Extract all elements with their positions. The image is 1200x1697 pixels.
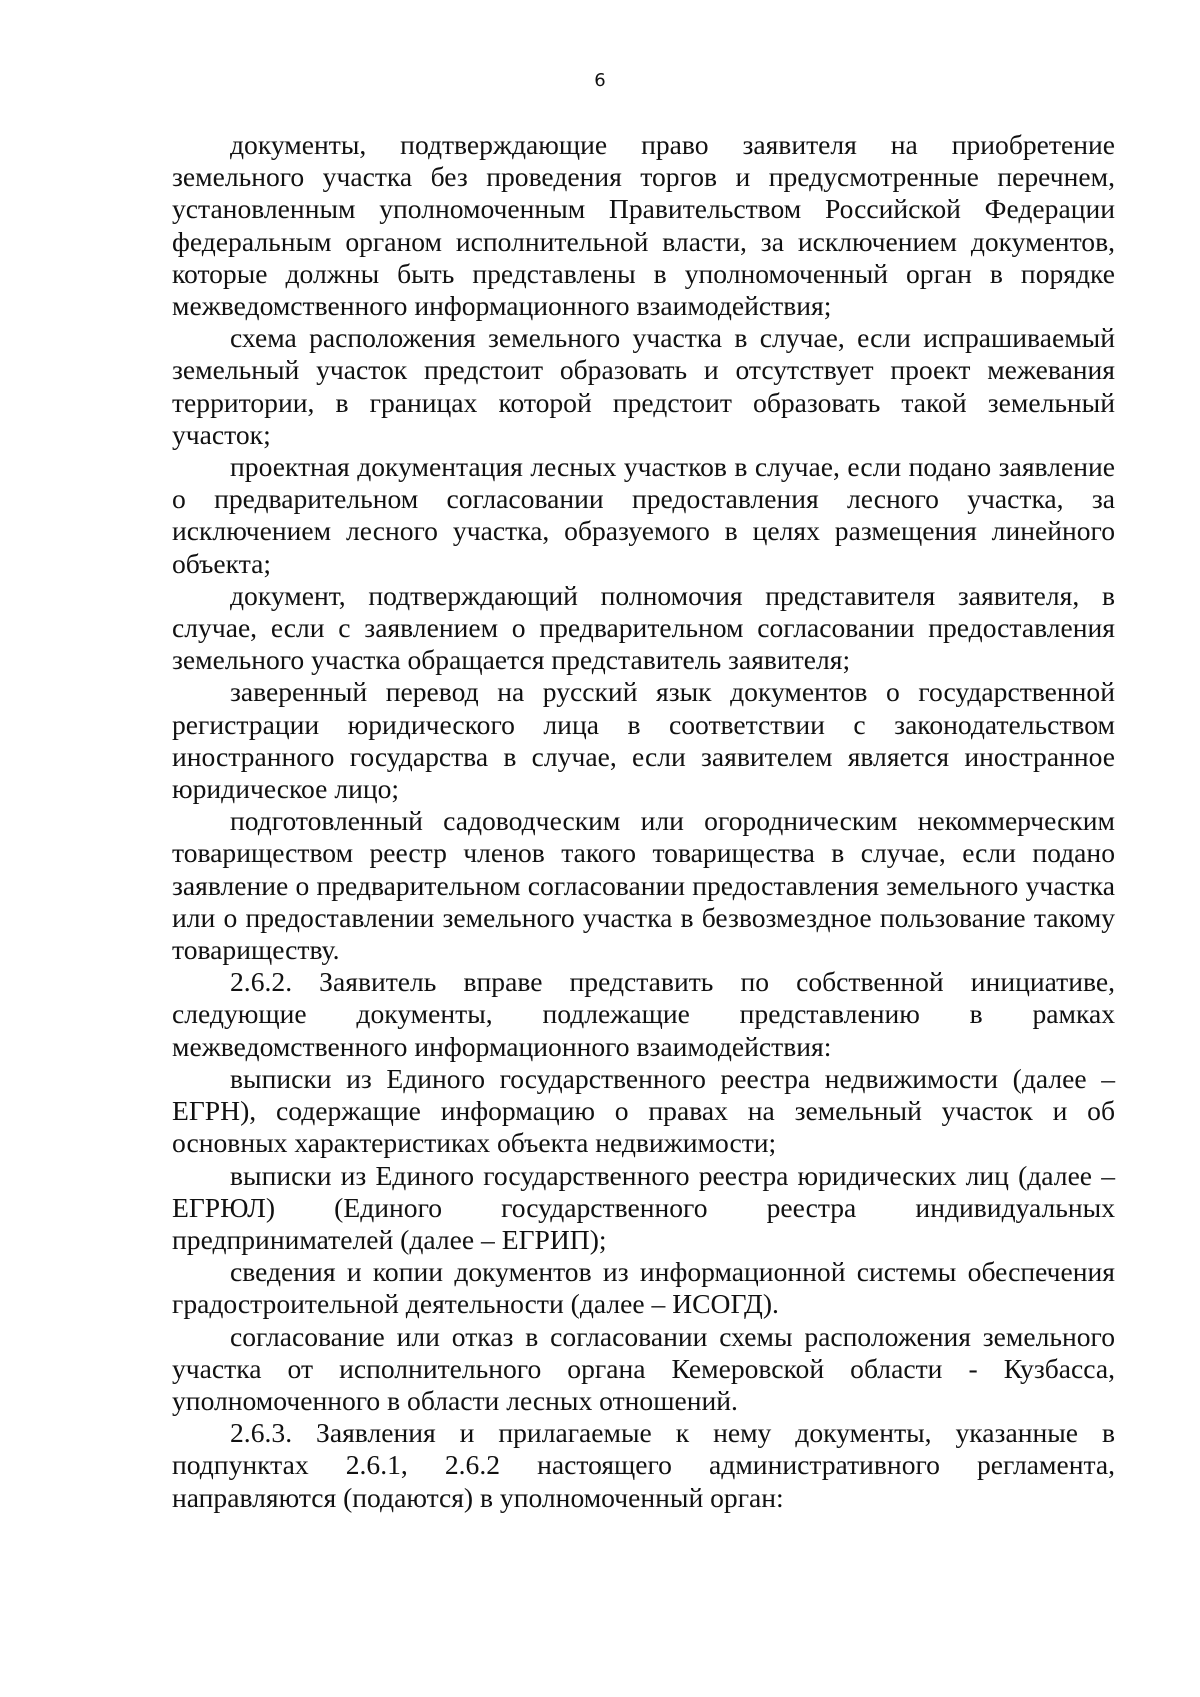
- paragraph-egrul-extracts: выписки из Единого государственного реестра юридических лиц (далее – ЕГРЮЛ) (Единого государственного реестра индивидуальных предпринимателей (далее – ЕГРИП);: [172, 1159, 1115, 1255]
- paragraph-scheme-approval: согласование или отказ в согласовании схемы расположения земельного участка от исполнительного органа Кемеровской области - Кузбасса, уполномоченного в области лесных отношений.: [172, 1320, 1115, 1416]
- document-body: [172, 129, 1115, 1514]
- paragraph-egrn-extracts: выписки из Единого государственного реестра недвижимости (далее – ЕГРН), содержащие информацию о правах на земельный участок и об основных характеристиках объекта недвижимости;: [172, 1062, 1115, 1159]
- paragraph-isogd-information: сведения и копии документов из информационной системы обеспечения градостроительной деятельности (далее – ИСОГД).: [172, 1256, 1115, 1320]
- paragraph-representative-authority: документ, подтверждающий полномочия представителя заявителя, в случае, если с заявлением о предварительном согласовании предоставления земельного участка обращается представитель заявителя;: [172, 579, 1115, 676]
- page-number: 6: [594, 70, 606, 91]
- paragraph-forest-project-documentation: проектная документация лесных участков в случае, если подано заявление о предварительном согласовании предоставления лесного участка, за исключением лесного участка, образуемого в целях размещения линейного объекта;: [172, 451, 1115, 579]
- paragraph-certified-translation: заверенный перевод на русский язык документов о государственной регистрации юридического лица в соответствии с законодательством иностранного государства в случае, если заявителем является иностранное юридическое лицо;: [172, 676, 1115, 805]
- paragraph-documents-confirming-right: документы, подтверждающие право заявителя на приобретение земельного участка без проведения торгов и предусмотренные перечнем, установленным уполномоченным Правительством Российской Федерации федеральным органом исполнительной власти, за исключением документов, которые должны быть представлены в уполномоченный орган в порядке межведомственного информационного взаимодействия;: [172, 129, 1115, 322]
- paragraph-partnership-register: подготовленный садоводческим или огородническим некоммерческим товариществом реестр членов такого товарищества в случае, если подано заявление о предварительном согласовании предоставления земельного участка или о предоставлении земельного участка в безвозмездное пользование такому товариществу.: [172, 805, 1115, 966]
- paragraph-land-plot-scheme: схема расположения земельного участка в случае, если испрашиваемый земельный участок предстоит образовать и отсутствует проект межевания территории, в границах которой предстоит образовать такой земельный участок;: [172, 322, 1115, 450]
- paragraph-clause-2-6-3: 2.6.3. Заявления и прилагаемые к нему документы, указанные в подпунктах 2.6.1, 2.6.2 настоящего административного регламента, направляются (подаются) в уполномоченный орган:: [172, 1417, 1115, 1513]
- paragraph-clause-2-6-2: 2.6.2. Заявитель вправе представить по собственной инициативе, следующие документы, подлежащие представлению в рамках межведомственного информационного взаимодействия:: [172, 966, 1115, 1062]
